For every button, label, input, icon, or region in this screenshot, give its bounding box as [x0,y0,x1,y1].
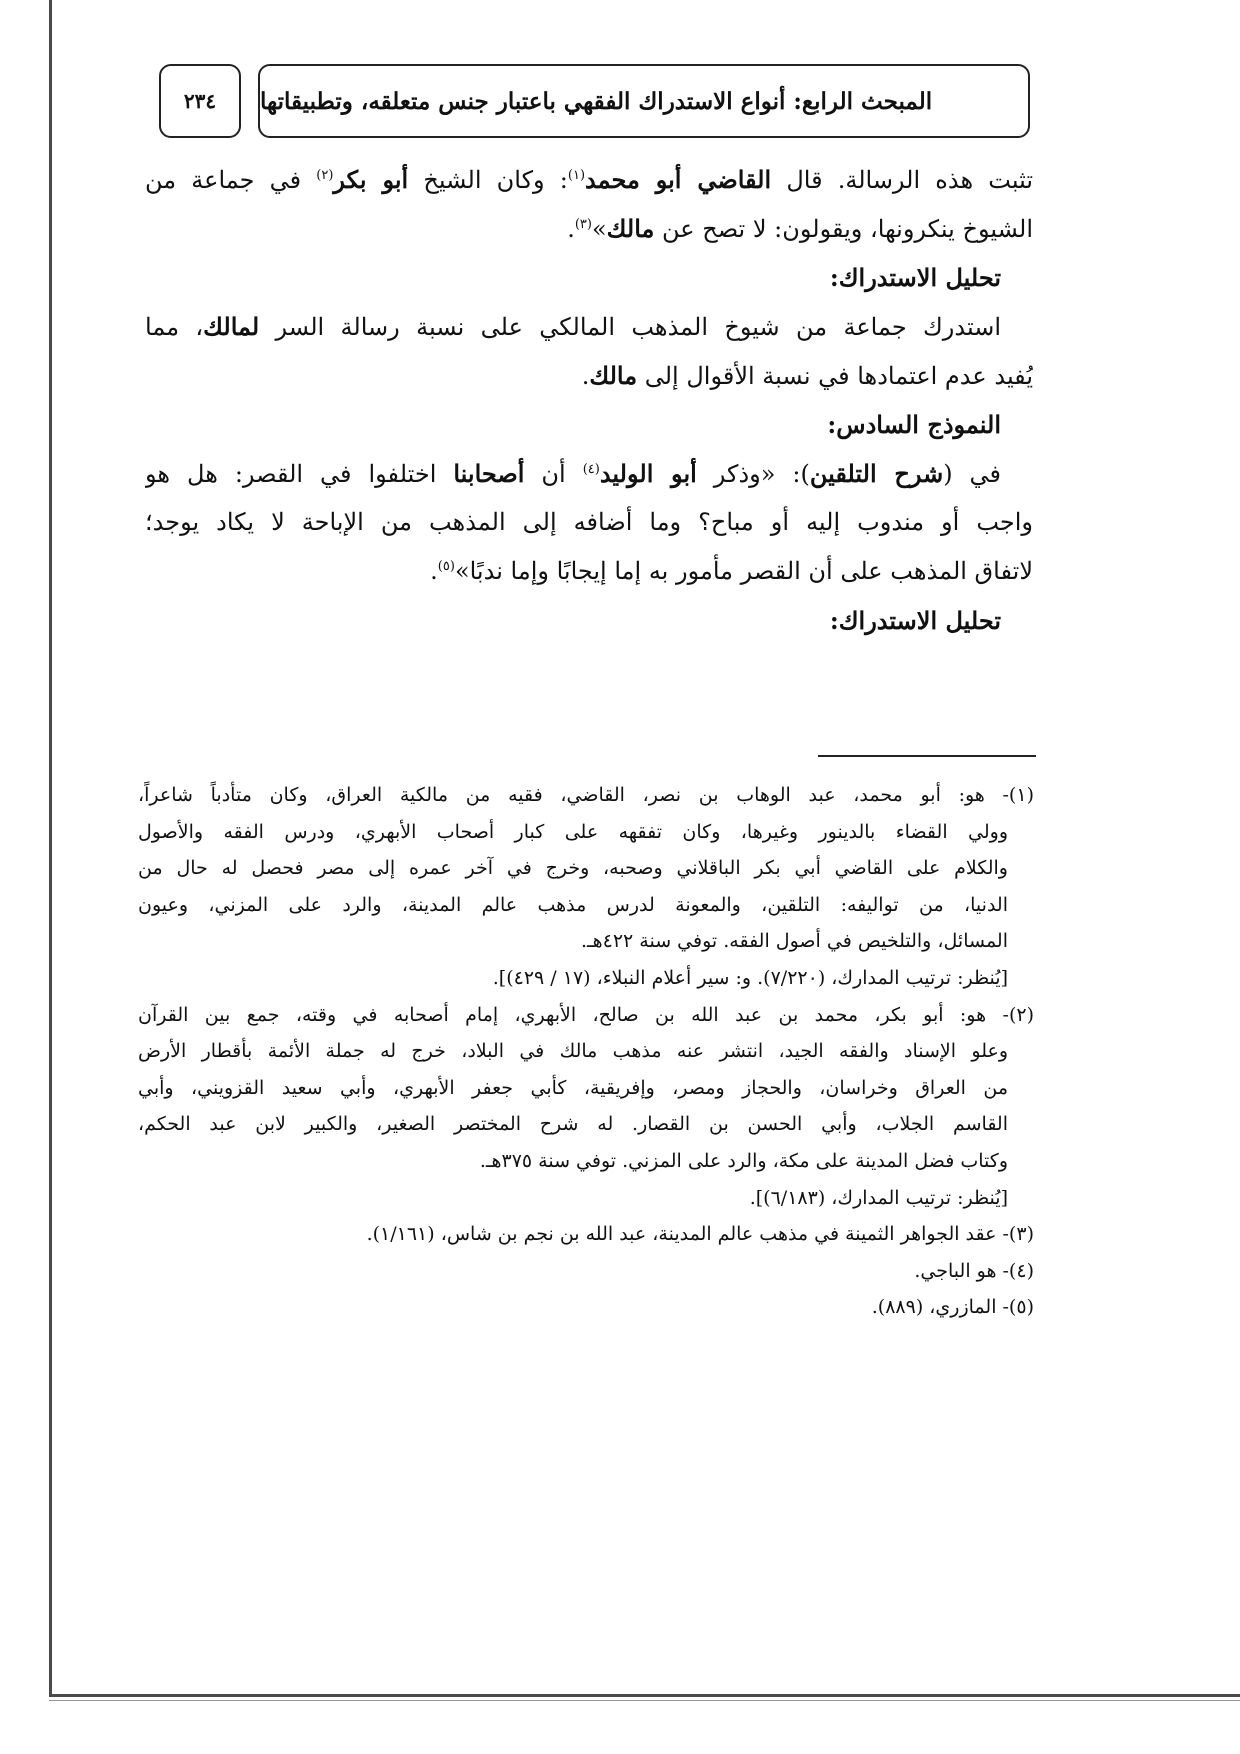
footnote-2-line-3: من العراق وخراسان، والحجاز ومصر، وإفريقية، كأبي جعفر الأبهري، وأبي سعيد القزويني، وأبي [138,1076,1008,1099]
footnote-ref-3[interactable]: (٣) [574,217,592,232]
body-line-5: في (شرح التلقين): «وذكر أبو الوليد$^{(٤)}$ أن أصحابنا اختلفوا في القصر: هل هو [145,459,1001,488]
footnotes [138,777,1034,1326]
footnote-ref-5[interactable]: (٥) [437,559,455,574]
footnote-3: (٣)- عقد الجواهر الثمينة في مذهب عالم المدينة، عبد الله بن نجم بن شاس، (١/١٦١). [366,1223,1034,1246]
footnote-1-line-6: [يُنظر: ترتيب المدارك، (٧/٢٢٠). و: سير أعلام النبلاء، (١٧ / ٤٢٩)]. [492,966,1008,989]
word-ashabuna: أصحابنا [453,459,525,488]
body-line-4: يُفيد عدم اعتمادها في نسبة الأقوال إلى مالك. [581,361,1033,390]
footnote-2-line-1: (٢)- هو: أبو بكر، محمد بن عبد الله بن صالح، الأبهري، إمام أصحابه في وقته، جمع بين القرآن [138,1003,1034,1026]
footnote-2-line-4: القاسم الجلاب، وأبي الحسن بن القصار. له شرح المختصر الصغير، والكبير لابن عبد الحكم، [138,1113,1008,1136]
page-frame-bottom-shadow [49,1700,1240,1701]
running-header-title [258,64,1030,138]
name-malik-2: مالك [589,361,638,390]
footnote-2-line-5: وكتاب فضل المدينة على مكة، والرد على المزني. توفي سنة ٣٧٥هـ. [479,1149,1008,1172]
page-number: ٢٣٤ [183,89,217,113]
section-heading-model-6: النموذج السادس: [827,410,1001,439]
body-line-6: واجب أو مندوب إليه أو مباح؟ وما أضافه إلى المذهب من الإباحة لا يكاد يوجد؛ [145,508,1033,536]
footnote-1-line-2: وولي القضاء بالدينور وغيرها، وكان تفقهه على كبار أصحاب الأبهري، ودرس الفقه والأصول [138,820,1008,843]
footnote-1-line-1: (١)- هو: أبو محمد، عبد الوهاب بن نصر، القاضي، فقيه من مالكية العراق، وكان متأدباً شاعراً، [138,784,1034,806]
footnote-ref-4[interactable]: (٤) [582,462,600,477]
section-heading-analysis-1: تحليل الاستدراك: [829,263,1001,292]
body-line-1: تثبت هذه الرسالة. قال القاضي أبو محمد$^{(١)}$: وكان الشيخ أبو بكر$^{(٢)}$ في جماعة من [145,165,1033,194]
page-frame-bottom [49,1694,1240,1697]
name-abu-bakr: أبو بكر [333,165,409,194]
footnote-1-line-4: الدنيا، من تواليفه: التلقين، والمعونة لدرس مذهب عالم المدينة، والرد على المزني، وعيون [138,893,1008,916]
footnote-2-line-2: وعلو الإسناد والفقه الجيد، انتشر عنه مذهب مالك في البلاد، خرج له جملة الأئمة بأقطار الأرض [138,1040,1008,1063]
name-abu-al-walid: أبو الوليد [599,459,697,488]
footnote-ref-2[interactable]: (٢) [316,168,334,183]
book-sharh-al-talqin: شرح التلقين [809,459,944,488]
footnote-1-line-3: والكلام على القاضي أبي بكر الباقلاني وصحبه، وخرج في آخر عمره إلى مصر فحصل له حال من [138,857,1008,880]
footnote-5: (٥)- المازري، (٨٨٩). [871,1296,1034,1319]
footnote-ref-1[interactable]: (١) [567,168,586,183]
page-number-box [159,64,241,138]
body-line-2: الشيوخ ينكرونها، ويقولون: لا تصح عن مالك»$^{(٣)}$. [567,214,1033,243]
page-frame-left [49,0,52,1696]
footnote-separator [818,755,1036,757]
name-qadi-abu-muhammad: القاضي أبو محمد [585,165,772,194]
main-text [145,155,1033,645]
section-heading-analysis-2: تحليل الاستدراك: [829,606,1001,635]
name-li-malik: لمالك [203,312,260,341]
running-header-text: المبحث الرابع: أنواع الاستدراك الفقهي باعتبار جنس متعلقه، وتطبيقاتها [260,87,933,115]
footnote-1-line-5: المسائل، والتلخيص في أصول الفقه. توفي سنة ٤٢٢هـ. [580,930,1008,953]
body-line-3: استدرك جماعة من شيوخ المذهب المالكي على نسبة رسالة السر لمالك، مما [145,312,1002,341]
footnote-4: (٤)- هو الباجي. [914,1259,1034,1282]
name-malik: مالك [606,214,655,243]
footnote-2-line-6: [يُنظر: ترتيب المدارك، (٦/١٨٣)]. [749,1186,1008,1209]
body-line-7: لاتفاق المذهب على أن القصر مأمور به إما إيجابًا وإما ندبًا»$^{(٥)}$. [430,557,1033,585]
